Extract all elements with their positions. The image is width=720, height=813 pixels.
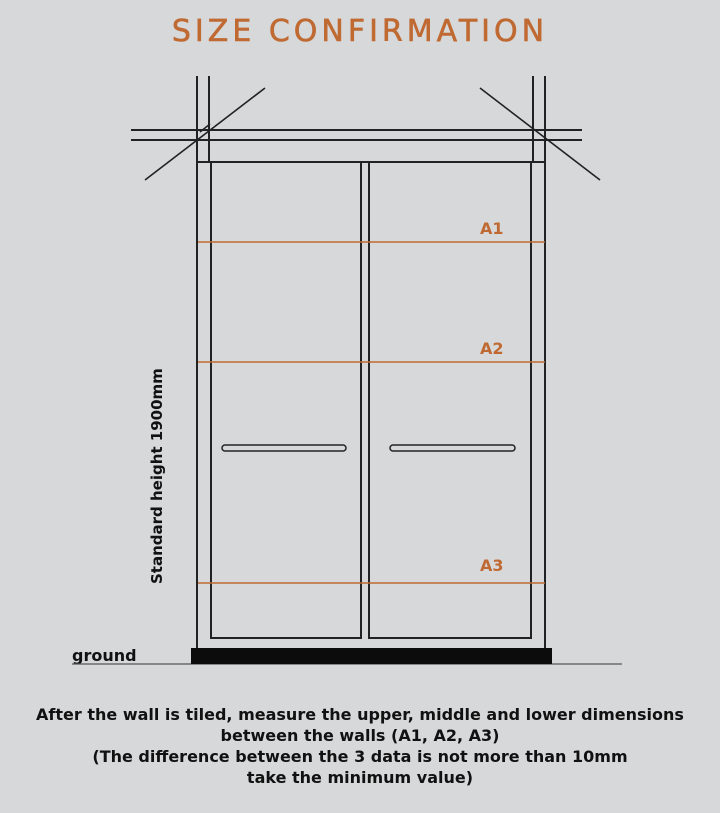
height-label: Standard height 1900mm — [148, 368, 166, 584]
instructions-caption — [20, 704, 700, 788]
caption-line-1: After the wall is tiled, measure the upper, middle and lower dimensions — [36, 705, 684, 724]
label-a1: A1 — [480, 219, 504, 238]
caption-line-3: (The difference between the 3 data is not more than 10mm — [92, 747, 628, 766]
page-title: SIZE CONFIRMATION — [171, 14, 549, 49]
ground-threshold — [191, 648, 552, 664]
right-corner-cross — [480, 88, 600, 180]
left-door-handle — [222, 445, 346, 451]
right-door-handle — [390, 445, 515, 451]
caption-line-4: take the minimum value) — [246, 768, 474, 787]
left-corner-cross — [145, 88, 265, 180]
ground-label: ground — [72, 646, 137, 665]
label-a2: A2 — [480, 339, 504, 358]
right-door-panel — [369, 162, 531, 638]
left-door-panel — [211, 162, 361, 638]
label-a3: A3 — [480, 556, 504, 575]
caption-line-2: between the walls (A1, A2, A3) — [220, 726, 500, 745]
